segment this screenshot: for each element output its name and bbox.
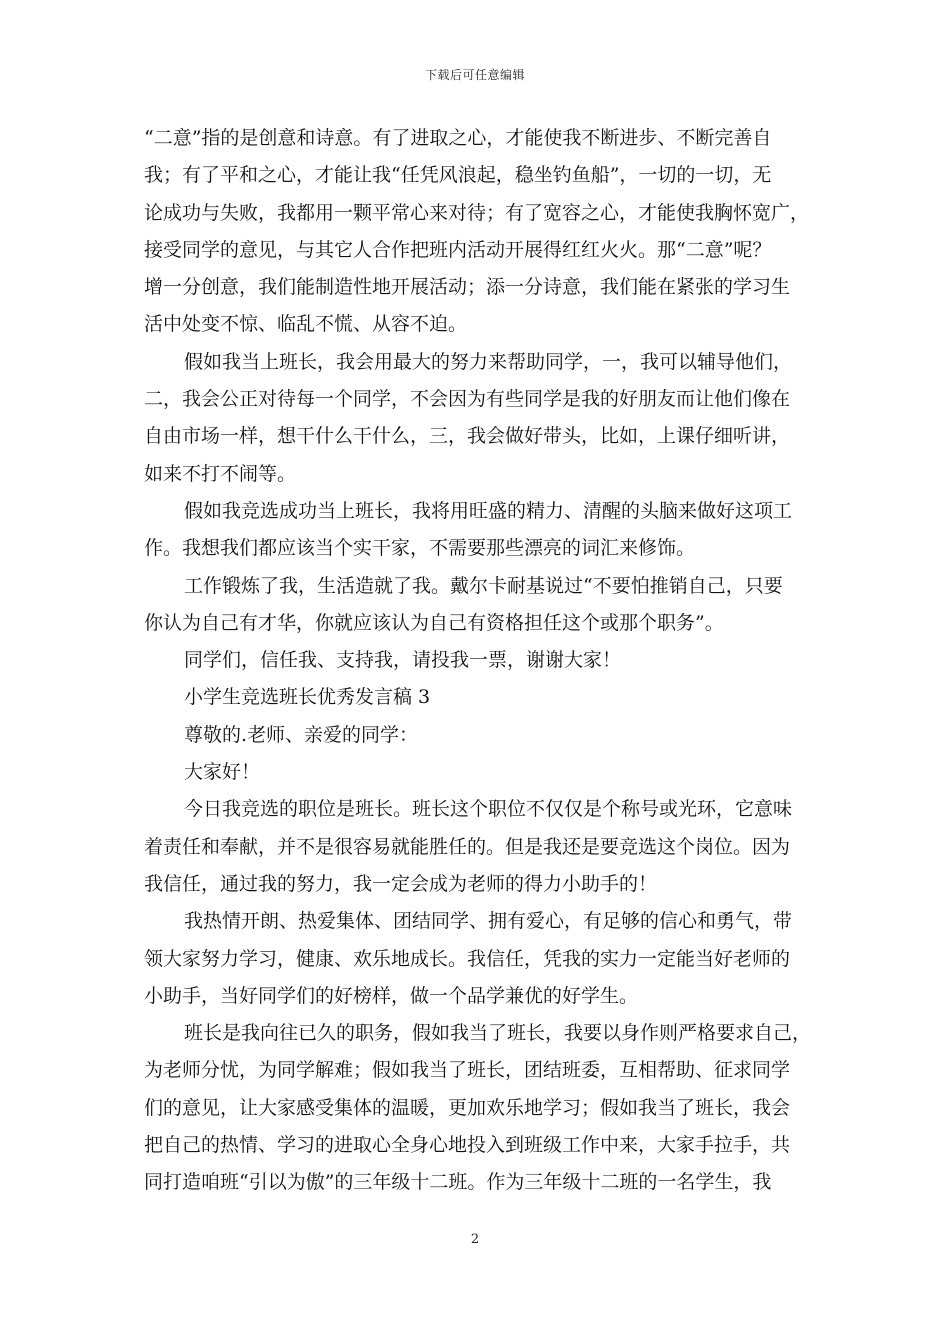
text-line: 增一分创意，我们能制造性地开展活动；添一分诗意，我们能在紧张的学习生 [144, 276, 791, 299]
text-line: 班长是我向往已久的职务，假如我当了班长，我要以身作则严格要求自己， [184, 1022, 812, 1045]
text-line: 活中处变不惊、临乱不慌、从容不迫。 [144, 313, 468, 336]
salutation: 尊敬的.老师、亲爱的同学： [184, 723, 419, 746]
page-header: 下载后可任意编辑 [424, 68, 525, 82]
text-line: 你认为自己有才华，你就应该认为自己有资格担任这个或那个职务”。 [144, 611, 724, 634]
text-line: 今日我竞选的职位是班长。班长这个职位不仅仅是个称号或光环，它意味 [184, 798, 793, 821]
text-line: 接受同学的意见，与其它人合作把班内活动开展得红红火火。那“二意”呢？ [144, 238, 772, 261]
text-line: 作。我想我们都应该当个实干家，不需要那些漂亮的词汇来修饰。 [144, 537, 696, 560]
text-line: 二，我会公正对待每一个同学，不会因为有些同学是我的好朋友而让他们像在 [144, 388, 791, 411]
text-line: 把自己的热情、学习的进取心全身心地投入到班级工作中来，大家手拉手，共 [144, 1134, 791, 1157]
greeting: 大家好！ [184, 761, 261, 784]
section-title: 小学生竞选班长优秀发言稿 3 [184, 686, 431, 709]
text-line: 工作锻炼了我，生活造就了我。戴尔卡耐基说过“不要怕推销自己，只要 [184, 574, 783, 597]
text-line: 我信任，通过我的努力，我一定会成为老师的得力小助手的！ [144, 872, 658, 895]
text-line: 假如我当上班长，我会用最大的努力来帮助同学，一，我可以辅导他们， [184, 350, 793, 373]
text-line: 论成功与失败，我都用一颗平常心来对待；有了宽容之心，才能使我胸怀宽广， [144, 201, 810, 224]
text-line: 着责任和奉献，并不是很容易就能胜任的。但是我还是要竞选这个岗位。因为 [144, 835, 791, 858]
text-line: 们的意见，让大家感受集体的温暖，更加欢乐地学习；假如我当了班长，我会 [144, 1096, 791, 1119]
text-line: 领大家努力学习，健康、欢乐地成长。我信任，凭我的实力一定能当好老师的 [144, 947, 791, 970]
text-line: 自由市场一样，想干什么干什么，三，我会做好带头，比如，上课仔细听讲， [144, 425, 791, 448]
text-line: 同学们，信任我、支持我，请投我一票，谢谢大家！ [184, 649, 622, 672]
text-line: 小助手，当好同学们的好榜样，做一个品学兼优的好学生。 [144, 984, 639, 1007]
text-line: 如来不打不闹等。 [144, 462, 297, 485]
text-line: 我；有了平和之心，才能让我“任凭风浪起，稳坐钓鱼船”，一切的一切，无 [144, 164, 772, 187]
text-line: 同打造咱班“引以为傲”的三年级十二班。作为三年级十二班的一名学生，我 [144, 1171, 772, 1194]
text-line: 为老师分忧，为同学解难；假如我当了班长，团结班委，互相帮助、征求同学 [144, 1059, 791, 1082]
document-body [144, 120, 810, 1202]
page-number: 2 [470, 1232, 480, 1247]
text-line: 假如我竞选成功当上班长，我将用旺盛的精力、清醒的头脑来做好这项工 [184, 499, 793, 522]
text-line: “二意”指的是创意和诗意。有了进取之心，才能使我不断进步、不断完善自 [144, 127, 772, 149]
text-line: 我热情开朗、热爱集体、团结同学、拥有爱心，有足够的信心和勇气，带 [184, 910, 793, 933]
